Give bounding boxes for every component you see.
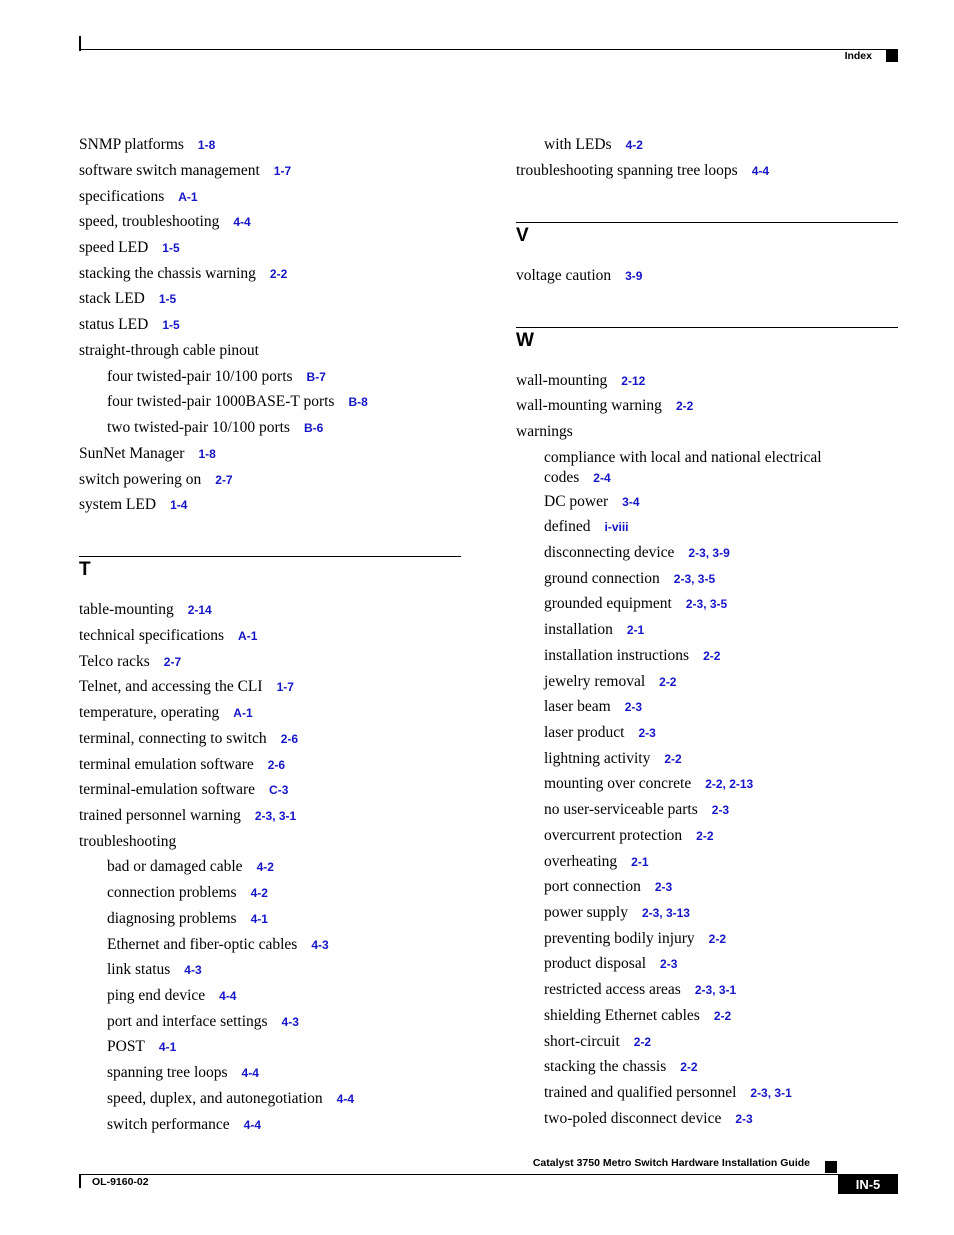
page-ref-link[interactable]: 4-1 [250,912,268,926]
index-entry: trained personnel warning 2-3, 3-1 [79,807,297,824]
page-ref-link[interactable]: 1-8 [198,447,216,461]
index-subentry: laser beam 2-3 [544,698,643,715]
index-subentry: trained and qualified personnel 2-3, 3-1 [544,1084,792,1101]
page-ref-link[interactable]: 2-2 [680,1060,698,1074]
page-ref-link[interactable]: 2-2 [703,649,721,663]
page-ref-link[interactable]: 2-3, 3-1 [694,983,737,997]
page-ref-link[interactable]: 1-4 [170,498,188,512]
footer-page-number: IN-5 [838,1175,898,1194]
index-entry: terminal-emulation software C-3 [79,781,289,798]
page-ref-link[interactable]: C-3 [269,783,289,797]
index-entry: table-mounting 2-14 [79,601,212,618]
page-ref-link[interactable]: 4-2 [625,138,643,152]
index-subentry: ping end device 4-4 [107,987,237,1004]
page-ref-link[interactable]: 4-4 [219,989,237,1003]
index-subentry: ground connection 2-3, 3-5 [544,570,716,587]
index-entry: stack LED 1-5 [79,290,177,307]
section-rule [79,556,461,557]
index-entry: terminal emulation software 2-6 [79,756,286,773]
index-entry: terminal, connecting to switch 2-6 [79,730,299,747]
index-entry: SNMP platforms 1-8 [79,136,216,153]
page-ref-link[interactable]: 2-12 [621,374,646,388]
page-ref-link[interactable]: 2-6 [280,732,299,746]
index-subentry: link status 4-3 [107,961,202,978]
page-ref-link[interactable]: A-1 [178,190,198,204]
index-subentry: overheating 2-1 [544,853,649,870]
index-subentry: installation instructions 2-2 [544,647,721,664]
index-subentry: stacking the chassis 2-2 [544,1058,698,1075]
page-ref-link[interactable]: 2-7 [215,473,233,487]
page-ref-link[interactable]: i-viii [604,520,629,534]
page-ref-link[interactable]: 1-5 [162,241,180,255]
index-entry: warnings [516,423,573,440]
page-ref-link[interactable]: A-1 [233,706,253,720]
section-rule [516,222,898,223]
page-ref-link[interactable]: 2-3 [654,880,673,894]
page-ref-link[interactable]: 2-3 [660,957,678,971]
page-ref-link[interactable]: 2-2 [696,829,714,843]
index-entry: troubleshooting [79,833,177,850]
index-entry: voltage caution 3-9 [516,267,643,284]
page-ref-link[interactable]: 2-2 [664,752,682,766]
index-subentry: overcurrent protection 2-2 [544,827,714,844]
index-subentry: bad or damaged cable 4-2 [107,858,274,875]
index-subentry: product disposal 2-3 [544,955,678,972]
index-entry: troubleshooting spanning tree loops 4-4 [516,162,770,179]
footer-corner-mark [79,1174,81,1188]
index-subentry: compliance with local and national electrical codes 2-4 [544,449,822,486]
page-ref-link[interactable]: 1-8 [197,138,216,152]
page-ref-link[interactable]: 2-3, 3-5 [685,597,728,611]
page-ref-link[interactable]: 2-3, 3-5 [673,572,716,586]
index-subentry: defined i-viii [544,518,629,535]
index-subentry: two-poled disconnect device 2-3 [544,1110,753,1127]
page-ref-link[interactable]: B-7 [306,370,326,384]
page-ref-link[interactable]: 1-5 [158,292,177,306]
index-subentry: disconnecting device 2-3, 3-9 [544,544,730,561]
header-rule [79,49,898,50]
section-heading-t: T [79,559,91,580]
page-ref-link[interactable]: 2-2 [633,1035,652,1049]
index-entry: system LED 1-4 [79,496,188,513]
index-entry: Telco racks 2-7 [79,653,182,670]
index-entry: Telnet, and accessing the CLI 1-7 [79,678,294,695]
page-ref-link[interactable]: 4-3 [184,963,202,977]
index-subentry: lightning activity 2-2 [544,750,682,767]
page-ref-link[interactable]: 2-3, 3-1 [254,809,297,823]
index-subentry: Ethernet and fiber-optic cables 4-3 [107,936,329,953]
index-entry: speed, troubleshooting 4-4 [79,213,251,230]
page-ref-link[interactable]: 2-3, 3-9 [688,546,730,560]
page-ref-link[interactable]: 4-3 [311,938,329,952]
index-subentry: laser product 2-3 [544,724,656,741]
page-ref-link[interactable]: 1-7 [276,680,294,694]
page-ref-link[interactable]: 4-2 [250,886,268,900]
index-entry: speed LED 1-5 [79,239,180,256]
index-entry: wall-mounting 2-12 [516,372,646,389]
header-section-label: Index [844,50,872,62]
index-entry: software switch management 1-7 [79,162,292,179]
page-ref-link[interactable]: 2-3 [735,1112,753,1126]
page-ref-link[interactable]: 2-3 [711,803,730,817]
page-ref-link[interactable]: 2-2, 2-13 [705,777,754,791]
page-ref-link[interactable]: A-1 [238,629,258,643]
header-block-mark [886,50,898,62]
index-subentry: POST 4-1 [107,1038,177,1055]
index-subentry: switch performance 4-4 [107,1116,261,1133]
page-ref-link[interactable]: 2-2 [675,399,694,413]
page-ref-link[interactable]: 4-4 [243,1118,261,1132]
page-ref-link[interactable]: 2-3, 3-13 [641,906,690,920]
page-ref-link[interactable]: 4-2 [256,860,274,874]
page-ref-link[interactable]: 2-2 [269,267,288,281]
footer-block-mark [825,1161,837,1173]
index-subentry: jewelry removal 2-2 [544,673,677,690]
page-ref-link[interactable]: 3-9 [625,269,643,283]
index-subentry: no user-serviceable parts 2-3 [544,801,730,818]
page-ref-link[interactable]: 2-2 [713,1009,732,1023]
page-ref-link[interactable]: 4-1 [158,1040,177,1054]
page-ref-link[interactable]: 2-4 [593,471,611,485]
index-entry: straight-through cable pinout [79,342,259,359]
page-ref-link[interactable]: 2-2 [708,932,727,946]
footer-rule [79,1174,898,1175]
index-subentry: DC power 3-4 [544,493,640,510]
index-subentry: restricted access areas 2-3, 3-1 [544,981,737,998]
page-ref-link[interactable]: 4-4 [336,1092,354,1106]
index-subentry: power supply 2-3, 3-13 [544,904,690,921]
page-ref-link[interactable]: 2-6 [267,758,286,772]
index-subentry: diagnosing problems 4-1 [107,910,268,927]
page-ref-link[interactable]: 4-3 [281,1015,299,1029]
index-subentry: port connection 2-3 [544,878,673,895]
index-entry: wall-mounting warning 2-2 [516,397,694,414]
page-ref-link[interactable]: 2-3 [624,700,643,714]
index-subentry: spanning tree loops 4-4 [107,1064,259,1081]
index-entry: SunNet Manager 1-8 [79,445,216,462]
page-ref-link[interactable]: B-8 [348,395,368,409]
page-ref-link[interactable]: 4-4 [233,215,251,229]
index-subentry: four twisted-pair 10/100 ports B-7 [107,368,326,385]
index-subentry: short-circuit 2-2 [544,1033,652,1050]
page-ref-link[interactable]: 1-5 [162,318,180,332]
page-ref-link[interactable]: 2-7 [163,655,182,669]
page-ref-link[interactable]: 2-1 [626,623,645,637]
index-subentry: four twisted-pair 1000BASE-T ports B-8 [107,393,368,410]
section-rule [516,327,898,328]
index-subentry: grounded equipment 2-3, 3-5 [544,595,728,612]
index-subentry: speed, duplex, and autonegotiation 4-4 [107,1090,354,1107]
index-subentry: mounting over concrete 2-2, 2-13 [544,775,754,792]
index-subentry: shielding Ethernet cables 2-2 [544,1007,732,1024]
index-subentry: preventing bodily injury 2-2 [544,930,727,947]
index-entry: temperature, operating A-1 [79,704,253,721]
page-ref-link[interactable]: B-6 [303,421,324,435]
index-entry: status LED 1-5 [79,316,180,333]
footer-guide-title: Catalyst 3750 Metro Switch Hardware Installation Guide [532,1157,810,1169]
page-ref-link[interactable]: 2-3 [638,726,656,740]
index-subentry: two twisted-pair 10/100 ports B-6 [107,419,324,436]
page-ref-link[interactable]: 2-2 [659,675,677,689]
index-subentry: port and interface settings 4-3 [107,1013,299,1030]
index-entry: stacking the chassis warning 2-2 [79,265,288,282]
page-ref-link[interactable]: 2-14 [187,603,212,617]
page-ref-link[interactable]: 2-3, 3-1 [750,1086,792,1100]
index-subentry: installation 2-1 [544,621,645,638]
index-entry: technical specifications A-1 [79,627,258,644]
index-subentry: connection problems 4-2 [107,884,268,901]
index-subentry: with LEDs 4-2 [544,136,643,153]
footer-doc-number: OL-9160-02 [92,1176,149,1188]
page-ref-link[interactable]: 2-1 [631,855,649,869]
page-ref-link[interactable]: 4-4 [751,164,770,178]
page-ref-link[interactable]: 4-4 [241,1066,259,1080]
index-entry: specifications A-1 [79,188,198,205]
index-entry: switch powering on 2-7 [79,471,233,488]
page-ref-link[interactable]: 1-7 [273,164,292,178]
section-heading-v: V [516,225,529,246]
page-ref-link[interactable]: 3-4 [622,495,640,509]
section-heading-w: W [516,330,534,351]
